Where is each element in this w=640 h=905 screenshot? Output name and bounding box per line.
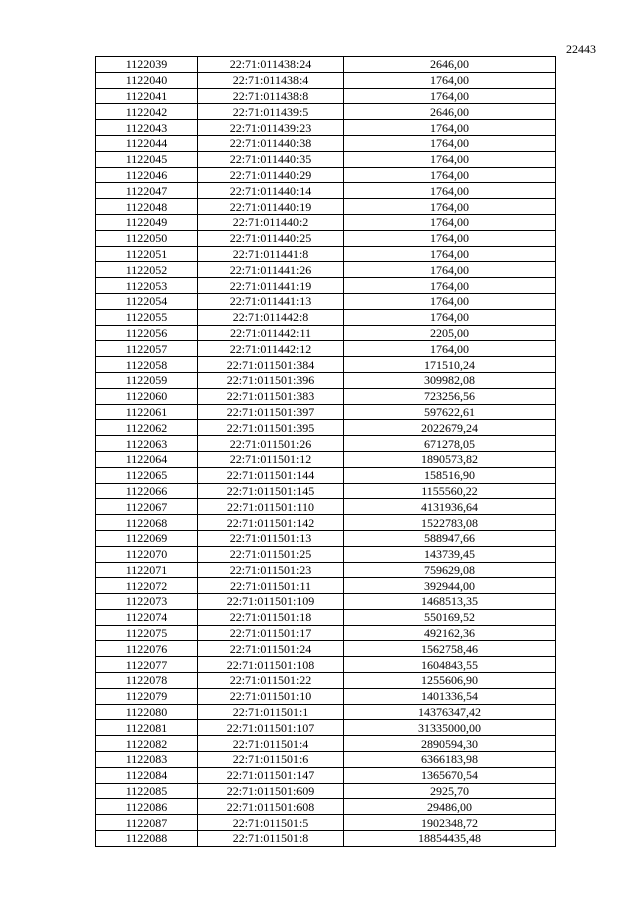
- cadastral-number-cell: 22:71:011501:10: [198, 688, 344, 704]
- cadastral-number-cell: 22:71:011501:147: [198, 767, 344, 783]
- row-id-cell: 1122049: [96, 214, 198, 230]
- cadastral-number-cell: 22:71:011501:12: [198, 451, 344, 467]
- value-cell: 2646,00: [344, 57, 556, 73]
- table-row: [96, 530, 556, 546]
- value-cell: 1764,00: [344, 214, 556, 230]
- cadastral-number-cell: 22:71:011501:110: [198, 499, 344, 515]
- cadastral-number-cell: 22:71:011501:142: [198, 515, 344, 531]
- value-cell: 1764,00: [344, 309, 556, 325]
- value-cell: 1764,00: [344, 199, 556, 215]
- cadastral-number-cell: 22:71:011442:11: [198, 325, 344, 341]
- value-cell: 158516,90: [344, 467, 556, 483]
- row-id-cell: 1122083: [96, 752, 198, 768]
- value-cell: 2022679,24: [344, 420, 556, 436]
- table-row: [96, 57, 556, 73]
- row-id-cell: 1122065: [96, 467, 198, 483]
- table-row: [96, 467, 556, 483]
- table-row: [96, 214, 556, 230]
- cadastral-number-cell: 22:71:011501:8: [198, 831, 344, 847]
- row-id-cell: 1122071: [96, 562, 198, 578]
- value-cell: 1764,00: [344, 246, 556, 262]
- table-row: [96, 325, 556, 341]
- table-row: [96, 815, 556, 831]
- cadastral-number-cell: 22:71:011501:5: [198, 815, 344, 831]
- cadastral-number-cell: 22:71:011501:11: [198, 578, 344, 594]
- cadastral-number-cell: 22:71:011501:6: [198, 752, 344, 768]
- table-row: [96, 451, 556, 467]
- table-row: [96, 72, 556, 88]
- row-id-cell: 1122078: [96, 673, 198, 689]
- row-id-cell: 1122077: [96, 657, 198, 673]
- value-cell: 2205,00: [344, 325, 556, 341]
- row-id-cell: 1122074: [96, 609, 198, 625]
- value-cell: 1764,00: [344, 183, 556, 199]
- table-row: [96, 135, 556, 151]
- value-cell: 759629,08: [344, 562, 556, 578]
- table-row: [96, 246, 556, 262]
- row-id-cell: 1122063: [96, 436, 198, 452]
- cadastral-number-cell: 22:71:011442:12: [198, 341, 344, 357]
- table-row: [96, 831, 556, 847]
- value-cell: 309982,08: [344, 372, 556, 388]
- table-row: [96, 499, 556, 515]
- cadastral-number-cell: 22:71:011440:14: [198, 183, 344, 199]
- cadastral-number-cell: 22:71:011501:4: [198, 736, 344, 752]
- value-cell: 550169,52: [344, 609, 556, 625]
- table-row: [96, 104, 556, 120]
- table-row: [96, 278, 556, 294]
- row-id-cell: 1122075: [96, 625, 198, 641]
- table-row: [96, 88, 556, 104]
- value-cell: 1764,00: [344, 293, 556, 309]
- cadastral-number-cell: 22:71:011501:109: [198, 594, 344, 610]
- value-cell: 1401336,54: [344, 688, 556, 704]
- value-cell: 1562758,46: [344, 641, 556, 657]
- value-cell: 1764,00: [344, 167, 556, 183]
- value-cell: 1155560,22: [344, 483, 556, 499]
- cadastral-number-cell: 22:71:011439:5: [198, 104, 344, 120]
- table-row: [96, 515, 556, 531]
- value-cell: 1764,00: [344, 120, 556, 136]
- table-row: [96, 641, 556, 657]
- table-row: [96, 120, 556, 136]
- row-id-cell: 1122072: [96, 578, 198, 594]
- page-number: 22443: [566, 42, 596, 56]
- table-row: [96, 625, 556, 641]
- value-cell: 1522783,08: [344, 515, 556, 531]
- cadastral-number-cell: 22:71:011501:384: [198, 357, 344, 373]
- cadastral-number-cell: 22:71:011442:8: [198, 309, 344, 325]
- cadastral-number-cell: 22:71:011440:2: [198, 214, 344, 230]
- row-id-cell: 1122046: [96, 167, 198, 183]
- row-id-cell: 1122055: [96, 309, 198, 325]
- row-id-cell: 1122073: [96, 594, 198, 610]
- value-cell: 18854435,48: [344, 831, 556, 847]
- row-id-cell: 1122085: [96, 783, 198, 799]
- table-row: [96, 309, 556, 325]
- row-id-cell: 1122058: [96, 357, 198, 373]
- cadastral-number-cell: 22:71:011501:18: [198, 609, 344, 625]
- value-cell: 1890573,82: [344, 451, 556, 467]
- row-id-cell: 1122064: [96, 451, 198, 467]
- value-cell: 492162,36: [344, 625, 556, 641]
- cadastral-number-cell: 22:71:011501:108: [198, 657, 344, 673]
- row-id-cell: 1122051: [96, 246, 198, 262]
- row-id-cell: 1122066: [96, 483, 198, 499]
- cadastral-number-cell: 22:71:011440:35: [198, 151, 344, 167]
- value-cell: 31335000,00: [344, 720, 556, 736]
- row-id-cell: 1122076: [96, 641, 198, 657]
- row-id-cell: 1122081: [96, 720, 198, 736]
- table-row: [96, 752, 556, 768]
- value-cell: 1468513,35: [344, 594, 556, 610]
- cadastral-number-cell: 22:71:011501:13: [198, 530, 344, 546]
- value-cell: 588947,66: [344, 530, 556, 546]
- table-row: [96, 372, 556, 388]
- row-id-cell: 1122084: [96, 767, 198, 783]
- row-id-cell: 1122044: [96, 135, 198, 151]
- table-row: [96, 404, 556, 420]
- row-id-cell: 1122062: [96, 420, 198, 436]
- cadastral-number-cell: 22:71:011501:25: [198, 546, 344, 562]
- row-id-cell: 1122050: [96, 230, 198, 246]
- table-row: [96, 167, 556, 183]
- row-id-cell: 1122088: [96, 831, 198, 847]
- cadastral-number-cell: 22:71:011501:17: [198, 625, 344, 641]
- table-row: [96, 578, 556, 594]
- cadastral-number-cell: 22:71:011501:383: [198, 388, 344, 404]
- value-cell: 1365670,54: [344, 767, 556, 783]
- value-cell: 14376347,42: [344, 704, 556, 720]
- table-row: [96, 673, 556, 689]
- cadastral-number-cell: 22:71:011501:26: [198, 436, 344, 452]
- table-body: [96, 57, 556, 847]
- table-row: [96, 262, 556, 278]
- row-id-cell: 1122069: [96, 530, 198, 546]
- table-row: [96, 720, 556, 736]
- value-cell: 2890594,30: [344, 736, 556, 752]
- value-cell: 4131936,64: [344, 499, 556, 515]
- cadastral-number-cell: 22:71:011440:38: [198, 135, 344, 151]
- table-row: [96, 594, 556, 610]
- value-cell: 2646,00: [344, 104, 556, 120]
- value-cell: 723256,56: [344, 388, 556, 404]
- cadastral-number-cell: 22:71:011501:608: [198, 799, 344, 815]
- table-row: [96, 657, 556, 673]
- table-row: [96, 357, 556, 373]
- value-cell: 1764,00: [344, 230, 556, 246]
- cadastral-number-cell: 22:71:011439:23: [198, 120, 344, 136]
- cadastral-number-cell: 22:71:011441:8: [198, 246, 344, 262]
- table-row: [96, 388, 556, 404]
- value-cell: 1764,00: [344, 135, 556, 151]
- value-cell: 671278,05: [344, 436, 556, 452]
- value-cell: 1764,00: [344, 341, 556, 357]
- row-id-cell: 1122043: [96, 120, 198, 136]
- row-id-cell: 1122080: [96, 704, 198, 720]
- value-cell: 1764,00: [344, 88, 556, 104]
- cadastral-number-cell: 22:71:011438:4: [198, 72, 344, 88]
- value-cell: 1764,00: [344, 72, 556, 88]
- table-row: [96, 704, 556, 720]
- row-id-cell: 1122052: [96, 262, 198, 278]
- row-id-cell: 1122040: [96, 72, 198, 88]
- cadastral-number-cell: 22:71:011440:25: [198, 230, 344, 246]
- value-cell: 143739,45: [344, 546, 556, 562]
- row-id-cell: 1122053: [96, 278, 198, 294]
- row-id-cell: 1122054: [96, 293, 198, 309]
- cadastral-number-cell: 22:71:011501:397: [198, 404, 344, 420]
- table-row: [96, 199, 556, 215]
- cadastral-number-cell: 22:71:011501:396: [198, 372, 344, 388]
- cadastral-number-cell: 22:71:011501:395: [198, 420, 344, 436]
- cadastral-number-cell: 22:71:011501:145: [198, 483, 344, 499]
- value-cell: 171510,24: [344, 357, 556, 373]
- row-id-cell: 1122048: [96, 199, 198, 215]
- row-id-cell: 1122045: [96, 151, 198, 167]
- row-id-cell: 1122061: [96, 404, 198, 420]
- value-cell: 6366183,98: [344, 752, 556, 768]
- row-id-cell: 1122047: [96, 183, 198, 199]
- value-cell: 2925,70: [344, 783, 556, 799]
- value-cell: 1764,00: [344, 278, 556, 294]
- row-id-cell: 1122070: [96, 546, 198, 562]
- table-row: [96, 230, 556, 246]
- row-id-cell: 1122082: [96, 736, 198, 752]
- cadastral-number-cell: 22:71:011441:19: [198, 278, 344, 294]
- value-cell: 29486,00: [344, 799, 556, 815]
- table-row: [96, 483, 556, 499]
- table-row: [96, 151, 556, 167]
- table-row: [96, 688, 556, 704]
- cadastral-number-cell: 22:71:011438:8: [198, 88, 344, 104]
- value-cell: 1764,00: [344, 151, 556, 167]
- row-id-cell: 1122057: [96, 341, 198, 357]
- row-id-cell: 1122079: [96, 688, 198, 704]
- cadastral-number-cell: 22:71:011501:23: [198, 562, 344, 578]
- row-id-cell: 1122068: [96, 515, 198, 531]
- value-cell: 1902348,72: [344, 815, 556, 831]
- cadastral-number-cell: 22:71:011501:1: [198, 704, 344, 720]
- table-row: [96, 546, 556, 562]
- row-id-cell: 1122060: [96, 388, 198, 404]
- value-cell: 1255606,90: [344, 673, 556, 689]
- row-id-cell: 1122041: [96, 88, 198, 104]
- table-row: [96, 183, 556, 199]
- row-id-cell: 1122087: [96, 815, 198, 831]
- table-row: [96, 562, 556, 578]
- cadastral-number-cell: 22:71:011440:19: [198, 199, 344, 215]
- row-id-cell: 1122067: [96, 499, 198, 515]
- table-row: [96, 736, 556, 752]
- value-cell: 1764,00: [344, 262, 556, 278]
- cadastral-number-cell: 22:71:011438:24: [198, 57, 344, 73]
- cadastral-number-cell: 22:71:011440:29: [198, 167, 344, 183]
- cadastral-number-cell: 22:71:011501:609: [198, 783, 344, 799]
- row-id-cell: 1122042: [96, 104, 198, 120]
- table-row: [96, 783, 556, 799]
- table-row: [96, 420, 556, 436]
- data-table: [95, 56, 556, 847]
- row-id-cell: 1122059: [96, 372, 198, 388]
- table-row: [96, 436, 556, 452]
- value-cell: 392944,00: [344, 578, 556, 594]
- table-row: [96, 293, 556, 309]
- cadastral-number-cell: 22:71:011501:24: [198, 641, 344, 657]
- cadastral-number-cell: 22:71:011501:22: [198, 673, 344, 689]
- cadastral-number-cell: 22:71:011441:13: [198, 293, 344, 309]
- table-row: [96, 767, 556, 783]
- table-row: [96, 341, 556, 357]
- cadastral-number-cell: 22:71:011501:107: [198, 720, 344, 736]
- table-row: [96, 609, 556, 625]
- cadastral-number-cell: 22:71:011501:144: [198, 467, 344, 483]
- table-row: [96, 799, 556, 815]
- value-cell: 597622,61: [344, 404, 556, 420]
- cadastral-number-cell: 22:71:011441:26: [198, 262, 344, 278]
- row-id-cell: 1122086: [96, 799, 198, 815]
- row-id-cell: 1122056: [96, 325, 198, 341]
- value-cell: 1604843,55: [344, 657, 556, 673]
- row-id-cell: 1122039: [96, 57, 198, 73]
